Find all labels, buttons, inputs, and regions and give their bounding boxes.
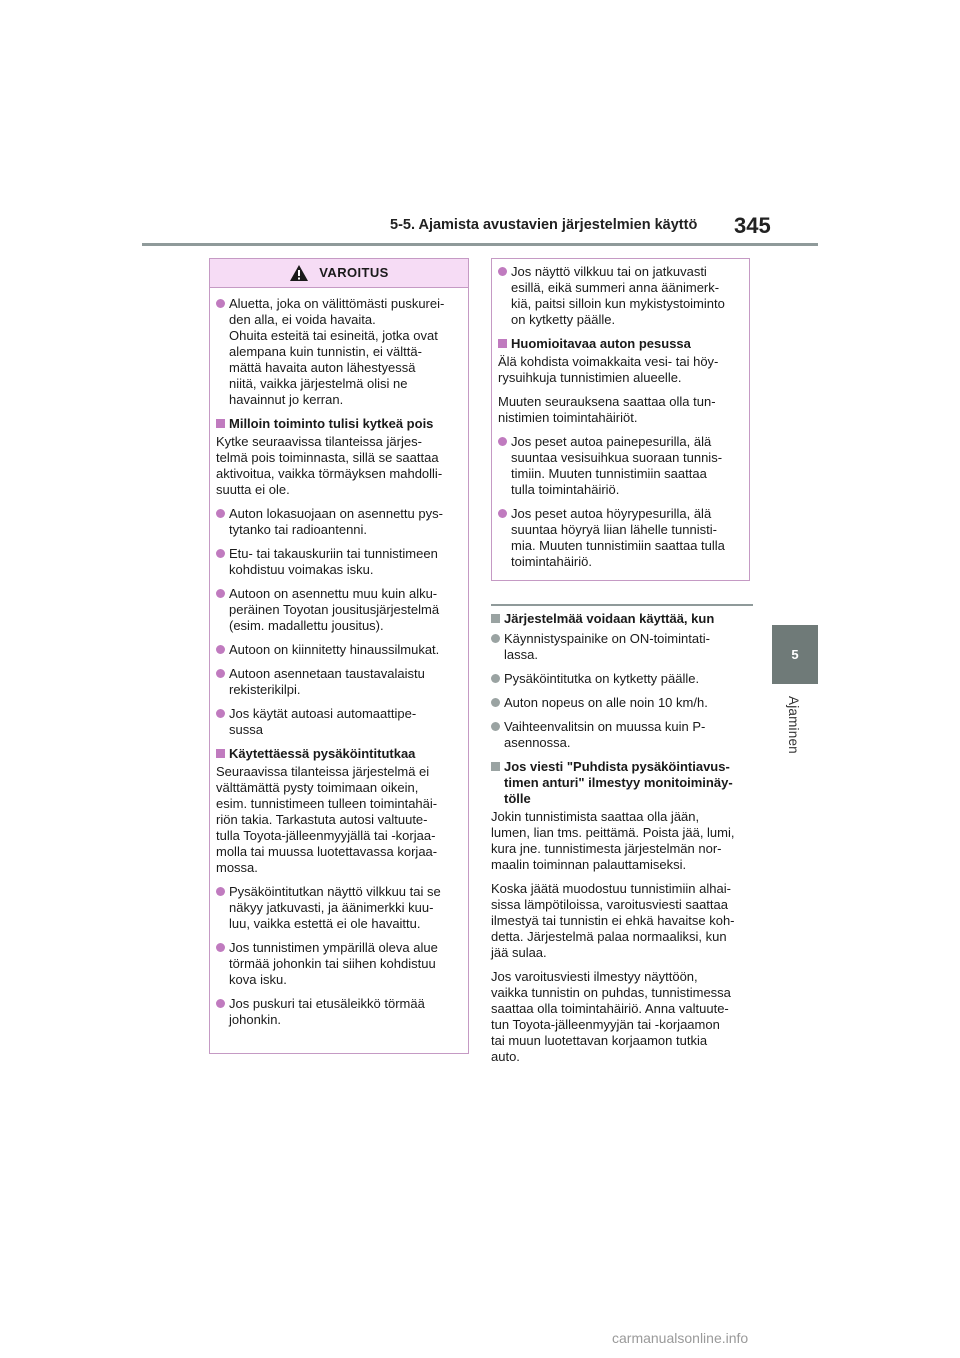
section-title: Jos viesti "Puhdista pysäköintiavus- timen anturi" ilmestyy monitoiminäy- tölle [491, 759, 753, 807]
section-title: Käytettäessä pysäköintitutkaa [216, 746, 460, 762]
list-item: Käynnistyspainike on ON-toimintati- lassa. [491, 631, 753, 663]
warning-section1-list [216, 506, 460, 738]
list-item: Vaihteenvalitsin on muussa kuin P- asennossa. [491, 719, 753, 751]
conditions-list [491, 631, 753, 751]
warning-box-continued [491, 258, 750, 581]
list-item: Aluetta, joka on välittömästi puskurei- den alla, ei voida havaita. Ohuita esteitä tai esineitä, jotka ovat alempana kuin tunnistin, ei välttä- mättä havaita auton lähestyessä niitä, vaikka järjestelmä olisi ne havainnut jo kerran. [216, 296, 460, 408]
list-item: Jos peset autoa höyrypesurilla, älä suuntaa höyryä liian lähelle tunnisti- mia. Muuten tunnistimiin saattaa tulla toimintahäiriö. [498, 506, 741, 570]
warning-cont-list [498, 264, 741, 328]
warning-header [210, 259, 468, 288]
paragraph: Jos varoitusviesti ilmestyy näyttöön, vaikka tunnistin on puhdas, tunnistimessa saattaa olla toimintahäiriö. Anna valtuute- tun Toyota-jälleenmyyjän tai -korjaamon tai muun luotettavan korjaamon tutkia auto. [491, 968, 731, 1064]
chapter-tab: 5 [772, 625, 818, 684]
chapter-label: Ajaminen [786, 696, 801, 754]
paragraph: Jokin tunnistimista saattaa olla jään, lumen, lian tms. peittämä. Poista jää, lumi, kura jne. tunnistimesta järjestelmän nor- maalin toiminnan palauttamiseksi. [491, 808, 735, 872]
warning-intro-list [216, 296, 460, 408]
section-title: Milloin toiminto tulisi kytkeä pois [216, 416, 460, 432]
watermark: carmanualsonline.info [612, 1330, 749, 1346]
warning-box [209, 258, 469, 1054]
paragraph: Älä kohdista voimakkaita vesi- tai höy- rysuihkuja tunnistimien alueelle. [498, 354, 719, 385]
list-item: Etu- tai takauskuriin tai tunnistimeen kohdistuu voimakas isku. [216, 546, 460, 578]
list-item: Jos tunnistimen ympärillä oleva alue törmää johonkin tai siihen kohdistuu kova isku. [216, 940, 460, 988]
running-header: 5-5. Ajamista avustavien järjestelmien käyttö [390, 217, 698, 233]
header-divider [142, 243, 818, 246]
section-text: Seuraavissa tilanteissa järjestelmä ei välttämättä pysty toimimaan oikein, esim. tunnistimeen tulleen toimintahäi- riön takia. Tarkastuta autosi valtuute- tulla Toyota-jälleenmyyjällä tai -korjaa- molla tai muussa luotettavassa korjaa- mossa. [216, 764, 438, 875]
list-item: Pysäköintitutka on kytketty päälle. [491, 671, 753, 687]
section-title: Järjestelmää voidaan käyttää, kun [491, 611, 753, 627]
column-divider [491, 604, 753, 606]
warning-triangle-icon [289, 264, 309, 282]
section-paragraphs [491, 809, 753, 1065]
list-item: Jos puskuri tai etusäleikkö törmää johonkin. [216, 996, 460, 1028]
section-text: Kytke seuraavissa tilanteissa järjes- telmä pois toiminnasta, sillä se saattaa aktivoitua, vaikka törmäyksen mahdolli- suutta ei ole. [216, 434, 443, 497]
list-item: Jos peset autoa painepesurilla, älä suuntaa vesisuihkua suoraan tunnis- timiin. Muuten tunnistimiin saattaa tulla toimintahäiriö. [498, 434, 741, 498]
warning-cont-items [498, 434, 741, 570]
list-item: Pysäköintitutkan näyttö vilkkuu tai se näkyy jatkuvasti, ja äänimerkki kuu- luu, vaikka estettä ei ole havaittu. [216, 884, 460, 932]
list-item: Autoon on kiinnitetty hinaussilmukat. [216, 642, 460, 658]
paragraph: Muuten seurauksena saattaa olla tun- nistimien toimintahäiriöt. [498, 394, 716, 425]
list-item: Jos käytät autoasi automaattipe- sussa [216, 706, 460, 738]
page-number: 345 [734, 213, 771, 238]
list-item: Autoon asennetaan taustavalaistu rekisterikilpi. [216, 666, 460, 698]
list-item: Autoon on asennettu muu kuin alku- peräinen Toyotan jousitusjärjestelmä (esim. madallettu jousitus). [216, 586, 460, 634]
section-title: Huomioitavaa auton pesussa [498, 336, 741, 352]
list-item: Jos näyttö vilkkuu tai on jatkuvasti esillä, eikä summeri anna äänimerk- kiä, paitsi silloin kun mykistystoiminto on kytketty päälle. [498, 264, 741, 328]
warning-title: VAROITUS [319, 265, 389, 280]
right-column [491, 604, 753, 1073]
list-item: Auton nopeus on alle noin 10 km/h. [491, 695, 753, 711]
list-item: Auton lokasuojaan on asennettu pys- tytanko tai radioantenni. [216, 506, 460, 538]
warning-section2-list [216, 884, 460, 1028]
section-paragraphs [498, 354, 741, 426]
paragraph: Koska jäätä muodostuu tunnistimiin alhai- sissa lämpötiloissa, varoitusviesti saattaa ilmestyä tai tunnistin ei ehkä havaitse koh- detta. Järjestelmä palaa normaaliksi, kun jää sulaa. [491, 880, 735, 960]
